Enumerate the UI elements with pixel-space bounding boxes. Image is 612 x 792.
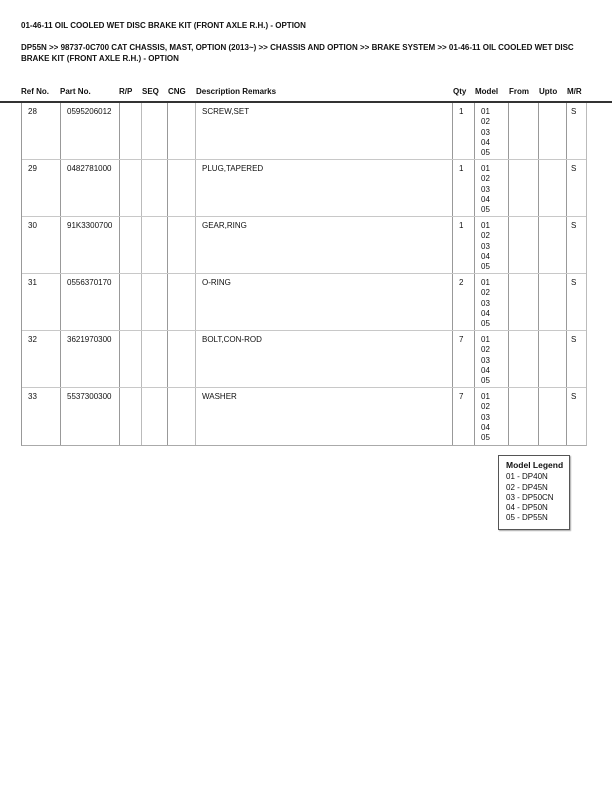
mr: S [571, 335, 577, 344]
description: SCREW,SET [196, 103, 453, 159]
table-row [22, 103, 586, 160]
models [475, 217, 509, 273]
model-code: 04 [481, 422, 490, 432]
qty: 7 [453, 331, 475, 387]
ref-no: 30 [22, 217, 61, 273]
cng [168, 160, 196, 216]
table-row [22, 274, 586, 331]
legend-item: 02 - DP45N [506, 482, 548, 492]
part-no: 3621970300 [61, 331, 120, 387]
upto [539, 160, 567, 216]
description: PLUG,TAPERED [196, 160, 453, 216]
model-code: 01 [481, 107, 490, 116]
page-title: 01-46-11 OIL COOLED WET DISC BRAKE KIT (FRONT AXLE R.H.) - OPTION [21, 21, 306, 30]
rp [120, 160, 142, 216]
description: GEAR,RING [196, 217, 453, 273]
model-code: 03 [481, 184, 490, 194]
model-code: 02 [481, 117, 490, 127]
models [475, 331, 509, 387]
col-header-mr: M/R [567, 87, 582, 96]
rp [120, 388, 142, 445]
mr: S [571, 278, 577, 287]
from [509, 217, 539, 273]
models [475, 388, 509, 445]
part-no: 0595206012 [61, 103, 120, 159]
ref-no: 28 [22, 103, 61, 159]
legend-item: 05 - DP55N [506, 513, 548, 523]
cng [168, 388, 196, 445]
legend-item: 03 - DP50CN [506, 492, 554, 502]
col-header-rp: R/P [119, 87, 133, 96]
cng [168, 217, 196, 273]
seq [142, 388, 168, 445]
col-header-qty: Qty [453, 87, 467, 96]
cng [168, 331, 196, 387]
model-code: 05 [481, 205, 490, 215]
part-no: 0556370170 [61, 274, 120, 330]
rp [120, 217, 142, 273]
model-code: 05 [481, 262, 490, 272]
model-code: 02 [481, 345, 490, 355]
table-row [22, 388, 586, 445]
model-code: 04 [481, 194, 490, 204]
model-code: 01 [481, 392, 490, 401]
model-code: 05 [481, 148, 490, 158]
col-header-seq: SEQ [142, 87, 159, 96]
from [509, 160, 539, 216]
breadcrumb: DP55N >> 98737-0C700 CAT CHASSIS, MAST, OPTION (2013~) >> CHASSIS AND OPTION >> BRAKE SYSTEM >> 01-46-11 OIL COOLED WET DISC BRAKE KIT (FRONT AXLE R.H.) - OPTION [21, 43, 574, 63]
legend-title: Model Legend [506, 460, 564, 470]
model-code: 02 [481, 174, 490, 184]
model-code: 05 [481, 376, 490, 386]
from [509, 274, 539, 330]
ref-no: 33 [22, 388, 61, 445]
upto [539, 217, 567, 273]
model-code: 02 [481, 288, 490, 298]
model-code: 02 [481, 402, 490, 412]
rp [120, 331, 142, 387]
from [509, 103, 539, 159]
model-code: 05 [481, 433, 490, 443]
model-code: 01 [481, 164, 490, 173]
model-code: 04 [481, 365, 490, 375]
from [509, 388, 539, 445]
cng [168, 103, 196, 159]
model-code: 02 [481, 231, 490, 241]
model-code: 03 [481, 241, 490, 251]
table-row [22, 331, 586, 388]
models [475, 160, 509, 216]
mr: S [571, 164, 577, 173]
model-code: 01 [481, 221, 490, 230]
qty: 1 [453, 103, 475, 159]
seq [142, 274, 168, 330]
ref-no: 31 [22, 274, 61, 330]
col-header-from: From [509, 87, 529, 96]
col-header-desc: Description Remarks [196, 87, 277, 96]
models [475, 274, 509, 330]
ref-no: 32 [22, 331, 61, 387]
seq [142, 160, 168, 216]
qty: 1 [453, 160, 475, 216]
upto [539, 388, 567, 445]
model-code: 05 [481, 319, 490, 329]
part-no: 91K3300700 [61, 217, 120, 273]
col-header-part: Part No. [60, 87, 91, 96]
model-code: 03 [481, 127, 490, 137]
mr: S [571, 107, 577, 116]
mr: S [571, 221, 577, 230]
col-header-ref: Ref No. [21, 87, 49, 96]
seq [142, 217, 168, 273]
upto [539, 103, 567, 159]
qty: 2 [453, 274, 475, 330]
model-code: 04 [481, 251, 490, 261]
model-code: 01 [481, 335, 490, 344]
legend-item: 04 - DP50N [506, 503, 548, 513]
mr: S [571, 392, 577, 401]
model-code: 03 [481, 355, 490, 365]
model-code: 03 [481, 298, 490, 308]
col-header-cng: CNG [168, 87, 186, 96]
upto [539, 331, 567, 387]
part-no: 5537300300 [61, 388, 120, 445]
model-legend [498, 455, 570, 530]
upto [539, 274, 567, 330]
part-no: 0482781000 [61, 160, 120, 216]
col-header-model: Model [475, 87, 499, 96]
from [509, 331, 539, 387]
model-code: 01 [481, 278, 490, 287]
description: WASHER [196, 388, 453, 445]
seq [142, 103, 168, 159]
legend-item: 01 - DP40N [506, 472, 548, 482]
model-code: 04 [481, 137, 490, 147]
cng [168, 274, 196, 330]
table-row [22, 160, 586, 217]
parts-table [21, 103, 587, 446]
model-code: 03 [481, 412, 490, 422]
qty: 1 [453, 217, 475, 273]
table-header [0, 87, 612, 99]
rp [120, 103, 142, 159]
col-header-upto: Upto [539, 87, 558, 96]
description: BOLT,CON-ROD [196, 331, 453, 387]
table-row [22, 217, 586, 274]
seq [142, 331, 168, 387]
qty: 7 [453, 388, 475, 445]
rp [120, 274, 142, 330]
models [475, 103, 509, 159]
model-code: 04 [481, 308, 490, 318]
ref-no: 29 [22, 160, 61, 216]
description: O-RING [196, 274, 453, 330]
